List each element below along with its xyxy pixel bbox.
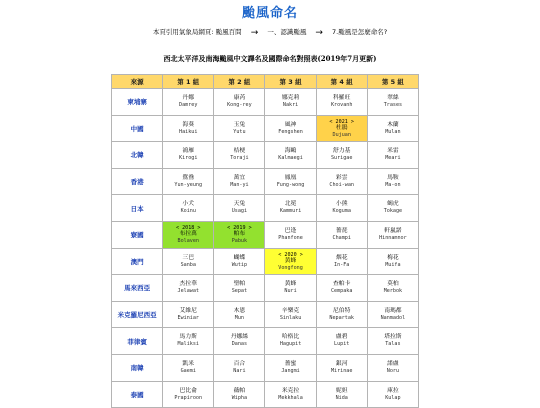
english-name: Kalmaegi <box>278 155 303 162</box>
typhoon-name-cell <box>316 142 367 169</box>
chinese-name: 小犬 <box>182 201 195 208</box>
country-label: 馬來西亞 <box>112 275 163 302</box>
country-label: 北韓 <box>112 142 163 169</box>
chinese-name: 薇帕 <box>233 387 246 394</box>
typhoon-name-cell <box>265 142 316 169</box>
chinese-name: 諾盧 <box>387 360 399 367</box>
typhoon-name-cell <box>214 168 265 195</box>
english-name: Vongfong <box>278 264 303 271</box>
chinese-name: 蝴蝶 <box>233 254 246 261</box>
typhoon-name-cell <box>214 142 265 169</box>
chinese-name: 鳳凰 <box>284 174 297 181</box>
chinese-name: 蝎虎 <box>387 201 399 208</box>
retired-year-label: < 2021 > <box>329 118 354 125</box>
english-name: Maliksi <box>177 341 199 348</box>
chinese-name: 巴逢 <box>284 228 297 235</box>
chinese-name: 木恩 <box>233 307 246 314</box>
chinese-name: 木蘭 <box>387 121 399 128</box>
english-name: Bolaven <box>177 238 199 245</box>
chinese-name: 塔拉斯 <box>384 334 402 341</box>
english-name: Nida <box>335 394 348 401</box>
typhoon-name-cell <box>265 328 316 355</box>
table-row <box>112 195 419 222</box>
chinese-name: 北冕 <box>284 201 297 208</box>
english-name: Yutu <box>233 128 246 135</box>
country-label: 柬埔寨 <box>112 89 163 116</box>
country-label: 菲律賓 <box>112 328 163 355</box>
chinese-name: 黃蜂 <box>284 281 297 288</box>
table-caption: 西北太平洋及南海颱風中文譯名及國際命名對照表(2019年7月更新) <box>163 54 377 63</box>
english-name: Kirogi <box>179 155 198 162</box>
country-label: 米克羅尼西亞 <box>112 301 163 328</box>
english-name: Kammuri <box>279 208 302 215</box>
english-name: Nepartak <box>329 314 354 321</box>
english-name: Kulap <box>385 394 401 401</box>
chinese-name: 聖帕 <box>233 281 246 288</box>
chinese-name: 鴻雁 <box>182 148 195 155</box>
chinese-name: 桔梗 <box>233 148 246 155</box>
header-source: 來源 <box>112 75 163 89</box>
typhoon-name-cell <box>265 89 316 116</box>
table-row <box>112 301 419 328</box>
typhoon-name-cell <box>367 248 418 275</box>
typhoon-name-cell <box>214 381 265 408</box>
chinese-name: 丹娜絲 <box>230 334 249 341</box>
arrow-right-icon: → <box>315 28 323 38</box>
typhoon-name-cell <box>265 381 316 408</box>
chinese-name: 萬宜 <box>233 174 246 181</box>
typhoon-name-cell <box>367 354 418 381</box>
arrow-right-icon: → <box>250 28 259 38</box>
typhoon-name-cell <box>265 115 316 142</box>
english-name: Lupit <box>334 341 350 348</box>
country-label: 南韓 <box>112 354 163 381</box>
typhoon-name-cell <box>163 354 214 381</box>
chinese-name: 帕布 <box>233 231 246 238</box>
chinese-name: 鴛鴦 <box>182 174 195 181</box>
english-name: Man-yi <box>230 181 249 188</box>
english-name: Hagupit <box>279 341 302 348</box>
english-name: Haikui <box>179 128 198 135</box>
country-label: 泰國 <box>112 381 163 408</box>
english-name: Sanba <box>180 261 196 268</box>
table-row <box>112 381 419 408</box>
chinese-name: 海鷗 <box>284 148 297 155</box>
breadcrumb-prefix: 本頁引用氣象局網頁: <box>152 28 214 36</box>
typhoon-name-cell <box>265 354 316 381</box>
typhoon-name-cell <box>367 381 418 408</box>
english-name: Wipha <box>231 394 248 401</box>
chinese-name: 三巴 <box>182 254 195 261</box>
chinese-name: 哈格比 <box>281 334 300 341</box>
chinese-name: 馬鞍 <box>387 174 399 181</box>
english-name: Damrey <box>179 102 198 109</box>
chinese-name: 科羅旺 <box>333 95 351 102</box>
english-name: In-Fa <box>334 261 350 268</box>
typhoon-name-cell <box>316 221 367 248</box>
english-name: Toraji <box>230 155 249 162</box>
retired-year-label: < 2018 > <box>175 225 201 232</box>
chinese-name: 艾維尼 <box>179 307 197 314</box>
typhoon-name-cell <box>316 301 367 328</box>
typhoon-name-cell <box>367 275 418 302</box>
chinese-name: 軒嵐諾 <box>384 228 402 235</box>
typhoon-name-cell <box>163 142 214 169</box>
typhoon-name-cell <box>163 115 214 142</box>
english-name: Sepat <box>231 288 248 295</box>
typhoon-name-cell <box>163 89 214 116</box>
page-title: 颱風命名 <box>241 6 298 21</box>
header-group-3: 第 3 組 <box>265 75 316 89</box>
header-group-1: 第 1 組 <box>163 75 214 89</box>
chinese-name: 馬力斯 <box>179 334 197 341</box>
english-name: Wutip <box>231 261 248 268</box>
english-name: Gaemi <box>180 367 196 374</box>
breadcrumb-link-naming[interactable]: 7.颱風是怎麼命名? <box>332 28 388 36</box>
english-name: Ewiniar <box>177 314 199 321</box>
chinese-name: 布拉萬 <box>179 231 197 238</box>
typhoon-name-cell <box>367 328 418 355</box>
chinese-name: 風神 <box>284 121 297 128</box>
english-name: Surigae <box>330 155 353 162</box>
table-row <box>112 115 419 142</box>
english-name: Pabuk <box>231 238 248 245</box>
chinese-name: 尼伯特 <box>333 307 351 314</box>
chinese-name: 杰拉華 <box>179 281 197 288</box>
typhoon-name-cell <box>214 115 265 142</box>
typhoon-name-cell <box>316 89 367 116</box>
english-name: Cempaka <box>330 288 353 295</box>
breadcrumb-link-typhoon-faq[interactable]: 颱風百問 <box>215 28 242 36</box>
chinese-name: 丹娜 <box>182 95 195 102</box>
typhoon-names-table <box>111 74 419 408</box>
english-name: Krovanh <box>330 102 353 109</box>
chinese-name: 巴比侖 <box>179 387 197 394</box>
country-label: 寮國 <box>112 221 163 248</box>
english-name: Mulan <box>385 128 401 135</box>
english-name: Koinu <box>180 208 196 215</box>
table-row <box>112 221 419 248</box>
chinese-name: 彩雲 <box>335 174 348 181</box>
chinese-name: 莫柏 <box>387 281 399 288</box>
header-group-2: 第 2 組 <box>214 75 265 89</box>
english-name: Mekkhala <box>278 394 303 401</box>
chinese-name: 海葵 <box>182 121 195 128</box>
typhoon-name-cell <box>316 354 367 381</box>
english-name: Phanfone <box>278 235 303 242</box>
chinese-name: 翠絲 <box>387 95 399 102</box>
table-row <box>112 248 419 275</box>
typhoon-name-cell <box>316 248 367 275</box>
typhoon-name-cell <box>214 301 265 328</box>
typhoon-name-cell <box>214 248 265 275</box>
typhoon-name-cell <box>265 301 316 328</box>
english-name: Danas <box>231 341 248 348</box>
typhoon-name-cell <box>265 221 316 248</box>
chinese-name: 天兔 <box>233 201 246 208</box>
chinese-name: 米雷 <box>387 148 399 155</box>
typhoon-name-cell <box>367 89 418 116</box>
typhoon-name-cell <box>367 301 418 328</box>
english-name: Nakri <box>282 102 299 109</box>
english-name: Usagi <box>231 208 248 215</box>
english-name: Hinnamnor <box>379 235 407 242</box>
english-name: Koguma <box>332 208 351 215</box>
typhoon-name-cell <box>265 248 316 275</box>
english-name: Nari <box>233 367 246 374</box>
english-name: Ma-on <box>385 181 401 188</box>
typhoon-name-cell <box>214 328 265 355</box>
header-group-5: 第 5 組 <box>367 75 418 89</box>
table-row <box>112 354 419 381</box>
chinese-name: 玉兔 <box>233 121 246 128</box>
header-group-4: 第 4 組 <box>316 75 367 89</box>
typhoon-name-cell <box>367 221 418 248</box>
typhoon-name-cell <box>163 275 214 302</box>
typhoon-name-cell <box>214 89 265 116</box>
chinese-name: 米克拉 <box>281 387 300 394</box>
english-name: Fung-wong <box>276 181 305 188</box>
typhoon-name-cell <box>214 354 265 381</box>
english-name: Yun-yeung <box>174 181 203 188</box>
table-header-row <box>112 75 419 89</box>
chinese-name: 烟花 <box>335 254 348 261</box>
english-name: Jelawat <box>177 288 199 295</box>
english-name: Meari <box>385 155 401 162</box>
chinese-name: 杜鵑 <box>335 124 348 131</box>
typhoon-name-cell <box>163 301 214 328</box>
typhoon-name-cell <box>367 168 418 195</box>
table-row <box>112 142 419 169</box>
retired-year-label: < 2019 > <box>227 225 252 232</box>
typhoon-name-cell <box>316 275 367 302</box>
typhoon-name-cell <box>214 221 265 248</box>
typhoon-name-cell <box>163 168 214 195</box>
chinese-name: 黃蜂 <box>284 257 297 264</box>
chinese-name: 南瑪都 <box>384 307 402 314</box>
chinese-name: 梅花 <box>387 254 399 261</box>
typhoon-name-cell <box>316 115 367 142</box>
typhoon-name-cell <box>163 248 214 275</box>
english-name: Champi <box>332 235 351 242</box>
typhoon-name-cell <box>367 195 418 222</box>
english-name: Mun <box>234 314 244 321</box>
chinese-name: 庫拉 <box>387 387 399 394</box>
english-name: Noru <box>386 367 400 374</box>
english-name: Choi-wan <box>329 181 354 188</box>
country-label: 日本 <box>112 195 163 222</box>
table-row <box>112 328 419 355</box>
chinese-name: 娜克莉 <box>281 95 300 102</box>
english-name: Jangmi <box>281 367 300 374</box>
english-name: Dujuan <box>332 131 351 138</box>
english-name: Muifa <box>385 261 401 268</box>
retired-year-label: < 2020 > <box>278 251 303 258</box>
country-label: 香港 <box>112 168 163 195</box>
typhoon-name-cell <box>163 195 214 222</box>
chinese-name: 薔蜜 <box>284 360 297 367</box>
english-name: Nuri <box>284 288 297 295</box>
typhoon-name-cell <box>163 328 214 355</box>
chinese-name: 薔琵 <box>335 228 348 235</box>
country-label: 中國 <box>112 115 163 142</box>
english-name: Nanmadol <box>380 314 406 321</box>
english-name: Kong-rey <box>227 102 252 109</box>
chinese-name: 辛樂克 <box>281 307 300 314</box>
typhoon-name-cell <box>367 142 418 169</box>
table-row <box>112 168 419 195</box>
english-name: Mirinae <box>330 367 353 374</box>
english-name: Sinlaku <box>279 314 302 321</box>
english-name: Tokage <box>383 208 403 215</box>
chinese-name: 康芮 <box>233 95 246 102</box>
english-name: Talas <box>385 341 401 348</box>
chinese-name: 百合 <box>233 360 246 367</box>
typhoon-name-cell <box>316 195 367 222</box>
typhoon-name-cell <box>316 381 367 408</box>
english-name: Trases <box>383 102 403 109</box>
typhoon-name-cell <box>316 168 367 195</box>
chinese-name: 舒力基 <box>333 148 351 155</box>
typhoon-name-cell <box>316 328 367 355</box>
typhoon-name-cell <box>265 275 316 302</box>
typhoon-name-cell <box>214 195 265 222</box>
typhoon-name-cell <box>265 168 316 195</box>
table-row <box>112 89 419 116</box>
typhoon-name-cell <box>163 381 214 408</box>
chinese-name: 盧碧 <box>335 334 348 341</box>
english-name: Fengshen <box>278 128 303 135</box>
breadcrumb <box>0 27 540 38</box>
breadcrumb-link-intro[interactable]: 一、認識颱風 <box>267 28 307 36</box>
chinese-name: 妮妲 <box>335 387 348 394</box>
table-row <box>112 275 419 302</box>
chinese-name: 查帕卡 <box>333 281 351 288</box>
chinese-name: 凱米 <box>182 360 195 367</box>
typhoon-name-cell <box>214 275 265 302</box>
typhoon-name-cell <box>367 115 418 142</box>
english-name: Prapiroon <box>174 394 203 401</box>
typhoon-name-cell <box>163 221 214 248</box>
english-name: Merbok <box>383 288 403 295</box>
country-label: 澳門 <box>112 248 163 275</box>
chinese-name: 小熊 <box>335 201 348 208</box>
typhoon-name-cell <box>265 195 316 222</box>
chinese-name: 銀河 <box>335 360 348 367</box>
